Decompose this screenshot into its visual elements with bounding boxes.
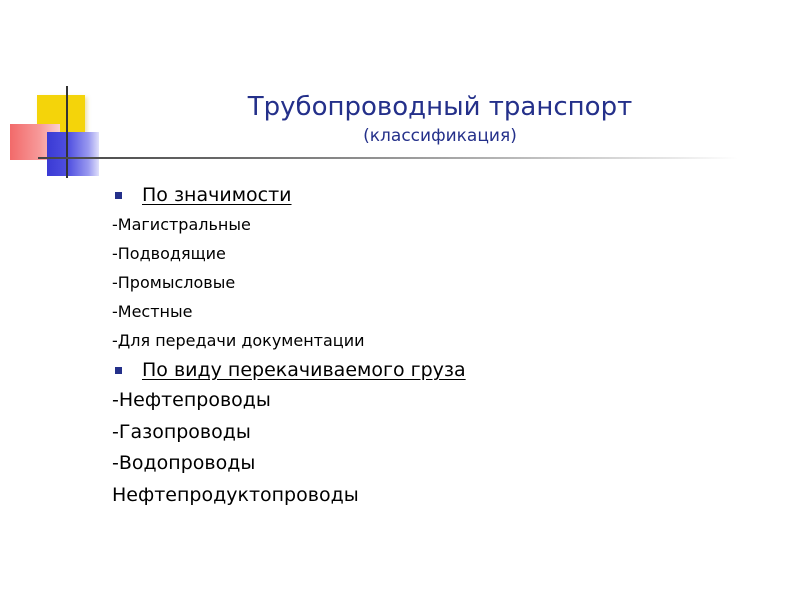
- significance-list: [112, 210, 752, 355]
- section-heading-significance: [112, 180, 752, 210]
- list-item: Нефтепродуктопроводы: [112, 483, 359, 506]
- slide-title: Трубопроводный транспорт: [247, 92, 633, 122]
- list-item: -Магистральные: [112, 215, 251, 234]
- list-item: -Нефтепроводы: [112, 389, 271, 411]
- list-item: -Подводящие: [112, 244, 226, 263]
- list-item: -Местные: [112, 302, 193, 321]
- section-heading-label: По значимости: [142, 184, 292, 206]
- title-underline-decor: [38, 157, 738, 159]
- cargo-type-list: [112, 385, 752, 511]
- blue-square-decor: [47, 132, 99, 176]
- list-item: -Промысловые: [112, 273, 236, 292]
- list-item: -Для передачи документации: [112, 331, 365, 350]
- slide-subtitle: (классификация): [363, 126, 517, 146]
- slide-header: [140, 90, 740, 148]
- square-bullet-icon: [115, 367, 122, 374]
- vertical-line-decor: [66, 86, 68, 178]
- square-bullet-icon: [115, 192, 122, 199]
- section-heading-label: По виду перекачиваемого груза: [142, 359, 466, 381]
- list-item: -Газопроводы: [112, 420, 251, 443]
- list-item: -Водопроводы: [112, 452, 256, 474]
- slide-content: [112, 180, 752, 511]
- section-heading-cargo-type: [112, 355, 752, 385]
